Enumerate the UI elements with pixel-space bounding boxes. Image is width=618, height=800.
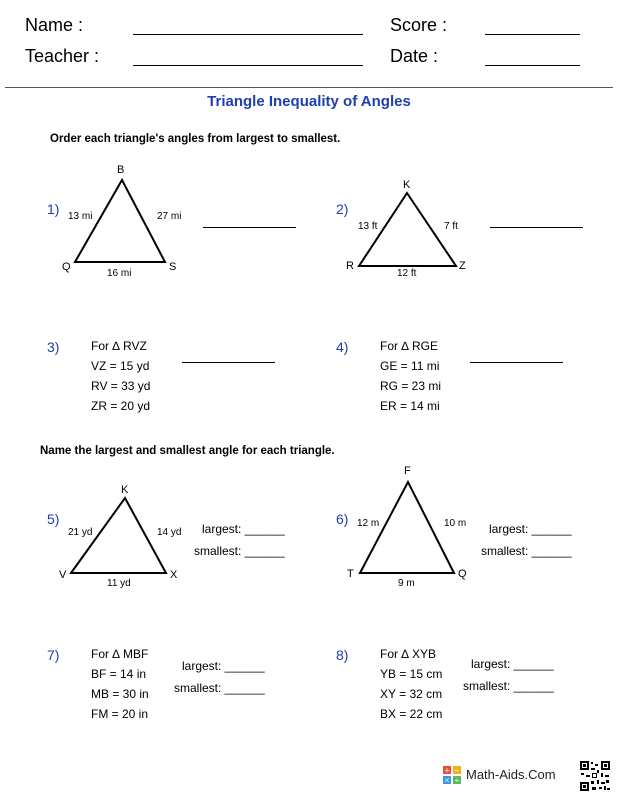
date-label: Date : [390,46,439,66]
problem-5-vertex-top: K [121,484,129,496]
problem-5-side-bottom: 11 yd [107,578,131,589]
problem-7-line-2: MB = 30 in [91,687,149,701]
problem-3-number: 3) [47,339,60,355]
teacher-label: Teacher : [25,46,100,66]
problem-3-line-3: ZR = 20 yd [91,399,151,413]
problem-6-side-left: 12 m [357,518,380,529]
problem-1-vertex-top: B [117,164,125,176]
problem-7-line-1: BF = 14 in [91,667,147,681]
problem-7-largest[interactable]: largest: ______ [182,659,265,673]
problem-8-number: 8) [336,647,349,663]
problem-7-smallest[interactable]: smallest: ______ [174,681,265,695]
problem-1-side-right: 27 mi [157,211,182,222]
problem-5-vertex-right: X [170,569,178,581]
problem-8-smallest[interactable]: smallest: ______ [463,679,554,693]
problem-4-number: 4) [336,339,349,355]
problem-2-side-left: 13 ft [358,221,378,232]
problem-7-line-3: FM = 20 in [91,707,149,721]
problem-2-vertex-left: R [346,260,354,272]
problem-8-line-3: BX = 22 cm [380,707,443,721]
brand-name: Math-Aids.Com [466,767,556,782]
problem-1-number: 1) [47,201,60,217]
problem-4-line-3: ER = 14 mi [380,399,440,413]
problem-2-vertex-top: K [403,179,411,191]
svg-text:÷: ÷ [454,776,460,784]
problem-3-line-1: VZ = 15 yd [91,359,150,373]
problem-8-for: For ∆ XYB [380,647,437,661]
problem-2-vertex-right: Z [459,260,466,272]
section1-instruction: Order each triangle's angles from largest to smallest. [50,133,341,145]
score-label: Score : [390,15,448,35]
problem-2-side-right: 7 ft [444,221,458,232]
problem-2-number: 2) [336,201,349,217]
problem-6-side-right: 10 m [444,518,467,529]
problem-8-largest[interactable]: largest: ______ [471,657,554,671]
problem-1-vertex-right: S [169,261,177,273]
svg-text:+: + [444,766,450,775]
problem-5-number: 5) [47,511,60,527]
svg-text:−: − [454,766,460,775]
problem-1-vertex-left: Q [62,261,71,273]
calculator-icon [443,766,461,784]
problem-8-line-2: XY = 32 cm [380,687,443,701]
problem-5-vertex-left: V [59,569,67,581]
problem-6-vertex-left: T [347,568,354,580]
page-title: Triangle Inequality of Angles [207,93,411,110]
problem-4-line-1: GE = 11 mi [380,359,440,373]
problem-6-largest[interactable]: largest: ______ [489,522,572,536]
qr-code-icon [579,760,611,792]
problem-6-side-bottom: 9 m [398,578,415,589]
problem-5-side-right: 14 yd [157,527,182,538]
problem-7-for: For ∆ MBF [91,647,149,661]
problem-1-side-left: 13 mi [68,211,93,222]
problem-1-side-bottom: 16 mi [107,268,132,279]
problem-6-vertex-right: Q [458,568,467,580]
problem-3-line-2: RV = 33 yd [91,379,151,393]
problem-4-line-2: RG = 23 mi [380,379,442,393]
problem-6-vertex-top: F [404,465,411,477]
problem-6-smallest[interactable]: smallest: ______ [481,544,572,558]
problem-6-number: 6) [336,511,349,527]
problem-5-side-left: 21 yd [68,527,93,538]
problem-8-line-1: YB = 15 cm [380,667,443,681]
problem-7-number: 7) [47,647,60,663]
problem-3-for: For ∆ RVZ [91,339,147,353]
problem-5-largest[interactable]: largest: ______ [202,522,285,536]
svg-text:×: × [444,776,450,784]
section2-instruction: Name the largest and smallest angle for each triangle. [40,445,335,457]
problem-4-for: For ∆ RGE [380,339,439,353]
problem-5-smallest[interactable]: smallest: ______ [194,544,285,558]
problem-2-side-bottom: 12 ft [397,268,417,279]
name-label: Name : [25,15,84,35]
